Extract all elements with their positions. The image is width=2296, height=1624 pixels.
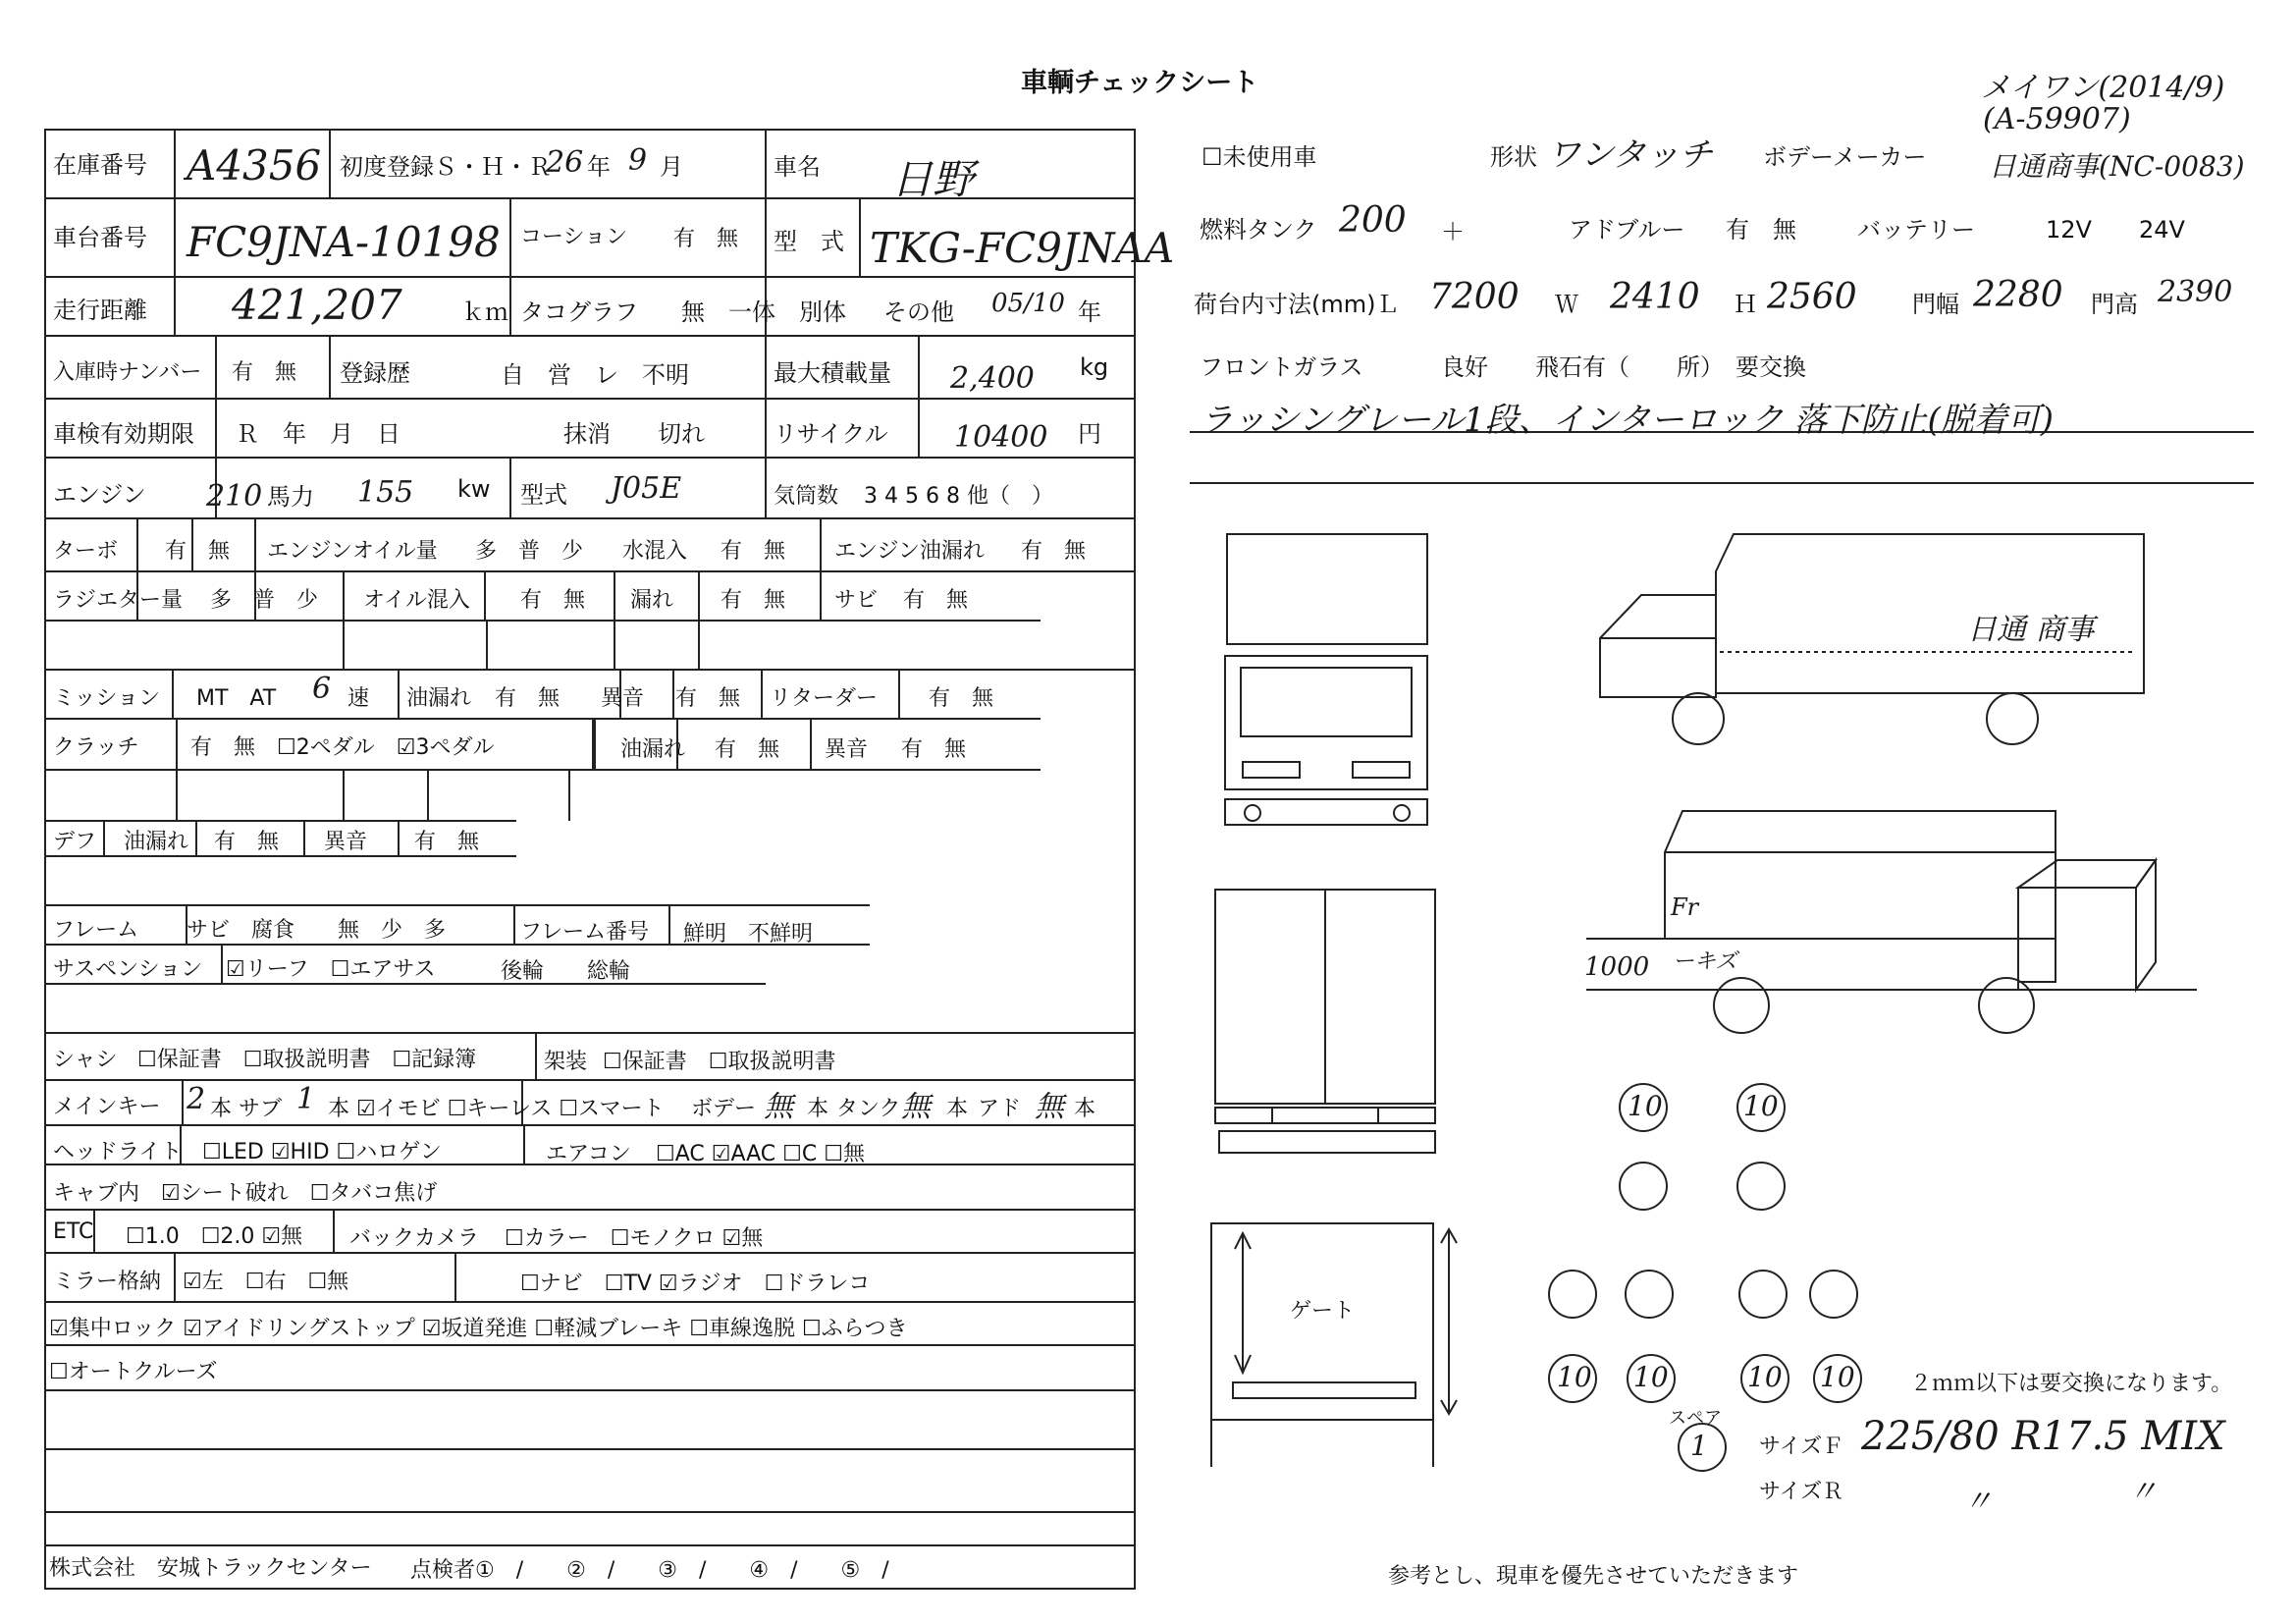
max-load-value: 2,400 — [950, 361, 1035, 396]
coating-options: 有 無 — [673, 227, 739, 251]
engine-oil-options: 多 普 少 — [475, 539, 584, 564]
main-key-count: 2 — [187, 1082, 206, 1116]
size-rear-value1: 〃 — [1963, 1485, 1993, 1519]
mirror-label: ミラー格納 — [53, 1270, 162, 1294]
diff-noise-options: 有 無 — [414, 830, 480, 854]
unused-vehicle-checkbox: ☐未使用車 — [1201, 143, 1317, 171]
clutch-oil-leak-options: 有 無 — [715, 737, 780, 762]
chassis-number-label: 車台番号 — [53, 224, 147, 251]
kg-unit: kg — [1080, 353, 1109, 381]
tank-key-label: タンク — [836, 1097, 901, 1121]
body-key-value: 無 — [764, 1090, 793, 1124]
headlight-label: ヘッドライト — [53, 1140, 183, 1164]
chassis-docs-options: ☐保証書 ☐取扱説明書 ☐記録簿 — [137, 1048, 477, 1072]
retarder-options: 有 無 — [929, 686, 994, 711]
car-name-label: 車名 — [774, 153, 821, 181]
inspection-date-options: Ｒ 年 月 日 — [236, 420, 400, 448]
size-front-label: サイズＦ — [1759, 1435, 1844, 1459]
mission-oil-leak-label: 油漏れ — [406, 686, 472, 711]
frame-number-label: フレーム番号 — [520, 920, 650, 945]
gate-width-value: 2280 — [1973, 275, 2063, 315]
tire-rear-inner-left — [1626, 1271, 1673, 1318]
chassis-number-value: FC9JNA-10198 — [187, 218, 501, 266]
cargo-dims-label: 荷台内寸法(mm)Ｌ — [1194, 291, 1400, 318]
headlight-options: ☐LED ☑HID ☐ハロゲン — [202, 1140, 442, 1164]
footer-inspector: 点検者① / ② / ③ / ④ / ⑤ / — [410, 1558, 889, 1583]
truck-rear-bumper — [1215, 1108, 1435, 1123]
mission-options: MT AT — [196, 686, 277, 711]
body-maker-value3: 日通商事(NC-0083) — [1989, 150, 2245, 183]
size-front-value: 225/80 R17.5 MIX — [1861, 1414, 2225, 1459]
spare-label: スペア — [1669, 1408, 1722, 1429]
clutch-noise-options: 有 無 — [901, 737, 967, 762]
turbo-options: 有 無 — [165, 539, 231, 564]
leak-label: 漏れ — [630, 588, 674, 613]
recycle-label: リサイクル — [774, 420, 888, 448]
spare-value: 1 — [1690, 1430, 1708, 1462]
tire-rear-inner-right — [1739, 1271, 1787, 1318]
engine-hp-value: 210 — [206, 479, 263, 514]
chassis-docs-label: シャシ — [53, 1048, 118, 1072]
tire-depth-5: 10 — [1747, 1361, 1783, 1393]
adblue-options: 有 無 — [1726, 216, 1796, 244]
engine-kw-value: 155 — [357, 475, 414, 510]
body-maker-label: ボデーメーカー — [1763, 143, 1927, 171]
mileage-value: 421,207 — [232, 281, 402, 329]
clutch-noise-label: 異音 — [825, 737, 869, 762]
truck-front-wheel-left — [1245, 805, 1260, 821]
gate-label: ゲート — [1290, 1299, 1356, 1324]
rust-options: 有 無 — [903, 588, 969, 613]
stock-number-value: A4356 — [187, 141, 322, 189]
truck-side2-wheel-rear — [1979, 978, 2034, 1033]
cargo-width: 2410 — [1610, 277, 1700, 317]
mission-speeds: 6 — [312, 672, 332, 706]
shape-label: 形状 — [1490, 143, 1537, 171]
etc-label: ETC — [53, 1219, 94, 1244]
tachograph-options: 無 一体 — [681, 298, 775, 326]
truck-side2-box — [1665, 811, 2056, 939]
stock-number-label: 在庫番号 — [53, 151, 147, 179]
size-rear-value2: 〃 — [2128, 1475, 2158, 1509]
model-label: 型 式 — [774, 228, 844, 255]
model-value: TKG-FC9JNAA — [870, 224, 1175, 272]
diff-oil-leak-options: 有 無 — [214, 830, 280, 854]
rust-label: サビ — [834, 588, 879, 613]
engine-oil-label: エンジンオイル量 — [267, 539, 438, 564]
mission-noise-label: 異音 — [601, 686, 645, 711]
tank-key-unit: 本 — [946, 1097, 969, 1121]
truck-side2-wheel-front — [1714, 978, 1769, 1033]
recycle-value: 10400 — [954, 420, 1048, 455]
truck-side1-cab — [1600, 595, 1716, 697]
ad-key-label: アド — [978, 1097, 1022, 1121]
aircon-options: ☐AC ☑AAC ☐C ☐無 — [656, 1142, 865, 1166]
diff-noise-label: 異音 — [324, 830, 368, 854]
suspension-options: ☑リーフ ☐エアサス — [226, 957, 436, 982]
water-mix-label: 水混入 — [622, 539, 688, 564]
ad-key-value: 無 — [1035, 1090, 1064, 1124]
engine-model-value: J05E — [611, 471, 682, 506]
kw-unit: kw — [457, 475, 491, 503]
windshield-label: フロントガラス — [1200, 353, 1363, 381]
tire-front-left-inner — [1620, 1163, 1667, 1210]
page-title: 車輌チェックシート — [1021, 68, 1259, 98]
first-reg-month: 9 — [628, 143, 648, 178]
tire-depth-4: 10 — [1633, 1361, 1669, 1393]
suspension-label: サスペンション — [53, 957, 203, 982]
truck-front-roof — [1227, 534, 1427, 644]
radiator-label: ラジエター量 — [53, 588, 184, 613]
tire-rear-outer-right — [1810, 1271, 1857, 1318]
diff-label: デフ — [53, 830, 97, 854]
notes-value: ラッシングレール1段、インターロック 落下防止(脱着可) — [1200, 401, 2055, 440]
fuel-tank-label: 燃料タンク — [1200, 216, 1317, 244]
body-docs-label: 架装 — [544, 1050, 588, 1074]
sub-key-count: 1 — [296, 1082, 316, 1116]
inspection-label: 車検有効期限 — [53, 420, 194, 448]
fuel-plus: ＋ — [1441, 218, 1465, 245]
adblue-label: アドブルー — [1569, 216, 1685, 244]
aircon-label: エアコン — [546, 1142, 631, 1166]
features-row2: ☐オートクルーズ — [49, 1360, 218, 1384]
suspension-rear: 後輪 総輪 — [501, 959, 631, 984]
windshield-options: 良好 飛石有（ 所） 要交換 — [1441, 353, 1806, 381]
retarder-label: リターダー — [770, 686, 879, 711]
cargo-height: 2560 — [1767, 277, 1857, 317]
back-camera-label: バックカメラ — [349, 1226, 480, 1251]
tachograph-other: その他 — [883, 298, 954, 326]
month-unit: 月 — [660, 153, 683, 181]
cylinders-options: 3 4 5 6 8 他（ ） — [864, 484, 1053, 509]
tire-rear-outer-left — [1549, 1271, 1596, 1318]
truck-front-light-left — [1243, 762, 1300, 778]
body-key-label: ボデー — [691, 1097, 757, 1121]
footer-company: 株式会社 安城トラックセンター — [49, 1556, 372, 1581]
hp-unit: 馬力 — [267, 483, 314, 511]
tire-depth-2: 10 — [1743, 1090, 1779, 1122]
body-docs-options: ☐保証書 ☐取扱説明書 — [603, 1050, 836, 1074]
car-name-value: 日野 — [891, 155, 975, 203]
tachograph-separate: 別体 — [799, 298, 846, 326]
cargo-width-label: Ｗ — [1555, 291, 1578, 318]
cargo-height-label: Ｈ — [1734, 291, 1757, 318]
reg-history-options: 自 営 レ 不明 — [501, 361, 689, 389]
truck-front-cab — [1225, 656, 1427, 789]
tire-front-right-inner — [1737, 1163, 1785, 1210]
first-reg-year: 26 — [546, 145, 584, 180]
battery-options: 12V 24V — [2046, 216, 2185, 244]
battery-label: バッテリー — [1857, 216, 1975, 244]
mileage-label: 走行距離 — [53, 297, 147, 324]
clutch-oil-leak-label: 油漏れ — [620, 737, 686, 762]
shape-value: ワンタッチ — [1547, 135, 1713, 175]
cylinders-label: 気筒数 — [774, 484, 839, 509]
tachograph-date: 05/10 — [991, 289, 1065, 318]
speed-unit: 速 — [347, 686, 370, 711]
cab-options: ☑シート破れ ☐タバコ焦げ — [161, 1181, 438, 1206]
tire-depth-6: 10 — [1820, 1361, 1855, 1393]
gate-plate — [1233, 1382, 1415, 1398]
tank-key-value: 無 — [901, 1090, 931, 1124]
tire-depth-1: 10 — [1628, 1090, 1663, 1122]
engine-label: エンジン — [53, 481, 146, 509]
nav-options: ☐ナビ ☐TV ☑ラジオ ☐ドラレコ — [520, 1272, 871, 1296]
clutch-label: クラッチ — [53, 735, 139, 760]
body-key-unit: 本 — [807, 1097, 829, 1121]
gate-height-label: 門高 — [2091, 291, 2138, 318]
water-mix-options: 有 無 — [721, 539, 786, 564]
truck-front-windshield — [1241, 668, 1412, 736]
back-camera-options: ☐カラー ☐モノクロ ☑無 — [505, 1226, 764, 1251]
features-row1: ☑集中ロック ☑アイドリングストップ ☑坂道発進 ☐軽減ブレーキ ☐車線逸脱 ☐ふらつき — [49, 1317, 908, 1341]
main-key-text: 本 サブ — [210, 1097, 282, 1121]
clutch-options: 有 無 ☐2ペダル ☑3ペダル — [190, 735, 495, 760]
side-label-scratch: ーキズ — [1673, 949, 1737, 974]
side-label-fr: Fr — [1671, 893, 1699, 921]
yen-unit: 円 — [1078, 420, 1101, 448]
sub-key-text: 本 ☑イモビ ☐キーレス ☐スマート — [328, 1097, 665, 1121]
mission-oil-leak-options: 有 無 — [495, 686, 561, 711]
mirror-options: ☑左 ☐右 ☐無 — [183, 1270, 349, 1294]
km-unit: ｋｍ — [461, 298, 508, 326]
body-maker-value1: メイワン(2014/9) — [1981, 71, 2225, 105]
frame-options: サビ 腐食 無 少 多 — [187, 918, 447, 943]
frame-number-options: 鮮明 不鮮明 — [683, 922, 814, 947]
max-load-label: 最大積載量 — [774, 359, 891, 387]
engine-oil-leak-options: 有 無 — [1021, 539, 1087, 564]
inspection-status: 抹消 切れ — [563, 420, 705, 448]
tire-depth-3: 10 — [1557, 1361, 1592, 1393]
tachograph-label: タコグラフ — [520, 298, 638, 326]
diff-oil-leak-label: 油漏れ — [124, 830, 189, 854]
oil-mix-label: オイル混入 — [363, 588, 470, 613]
year-unit: 年 — [587, 153, 611, 181]
entry-plate-label: 入庫時ナンバー — [53, 360, 202, 385]
main-key-label: メインキー — [53, 1095, 161, 1119]
first-reg-label: 初度登録Ｓ・Ｈ・Ｒ — [340, 153, 552, 181]
reg-history-label: 登録歴 — [340, 359, 410, 387]
truck-front-light-right — [1353, 762, 1410, 778]
engine-model-label: 型式 — [520, 481, 567, 509]
turbo-label: ターボ — [53, 539, 119, 564]
etc-options: ☐1.0 ☐2.0 ☑無 — [126, 1224, 303, 1249]
entry-plate-options: 有 無 — [232, 360, 297, 385]
gate-width-label: 門幅 — [1912, 291, 1959, 318]
ad-key-unit: 本 — [1074, 1097, 1096, 1121]
radiator-options: 多 普 少 — [210, 588, 319, 613]
leak-options: 有 無 — [721, 588, 786, 613]
size-rear-label: サイズＲ — [1759, 1480, 1844, 1504]
truck-side-mark: 日通 商事 — [1967, 613, 2095, 647]
truck-side1-wheel-rear — [1987, 693, 2038, 744]
cargo-length: 7200 — [1429, 277, 1520, 317]
cab-label: キャブ内 — [53, 1181, 140, 1206]
oil-mix-options: 有 無 — [520, 588, 586, 613]
fuel-tank-value: 200 — [1339, 200, 1407, 241]
reference-note: 参考とし、現車を優先させていただきます — [1388, 1564, 1799, 1589]
body-maker-value2: (A-59907) — [1983, 102, 2131, 136]
engine-oil-leak-label: エンジン油漏れ — [834, 539, 985, 564]
side-height: 1000 — [1584, 952, 1650, 982]
tachograph-year-unit: 年 — [1078, 298, 1101, 326]
mission-label: ミッション — [53, 686, 161, 711]
frame-label: フレーム — [53, 918, 139, 943]
truck-front-wheel-right — [1394, 805, 1410, 821]
truck-side1-wheel-front — [1673, 693, 1724, 744]
tire-replace-note: ２ｍｍ以下は要交換になります。 — [1910, 1372, 2233, 1396]
mission-noise-options: 有 無 — [675, 686, 741, 711]
coating-label: コーション — [520, 225, 628, 249]
gate-height-value: 2390 — [2158, 275, 2233, 309]
